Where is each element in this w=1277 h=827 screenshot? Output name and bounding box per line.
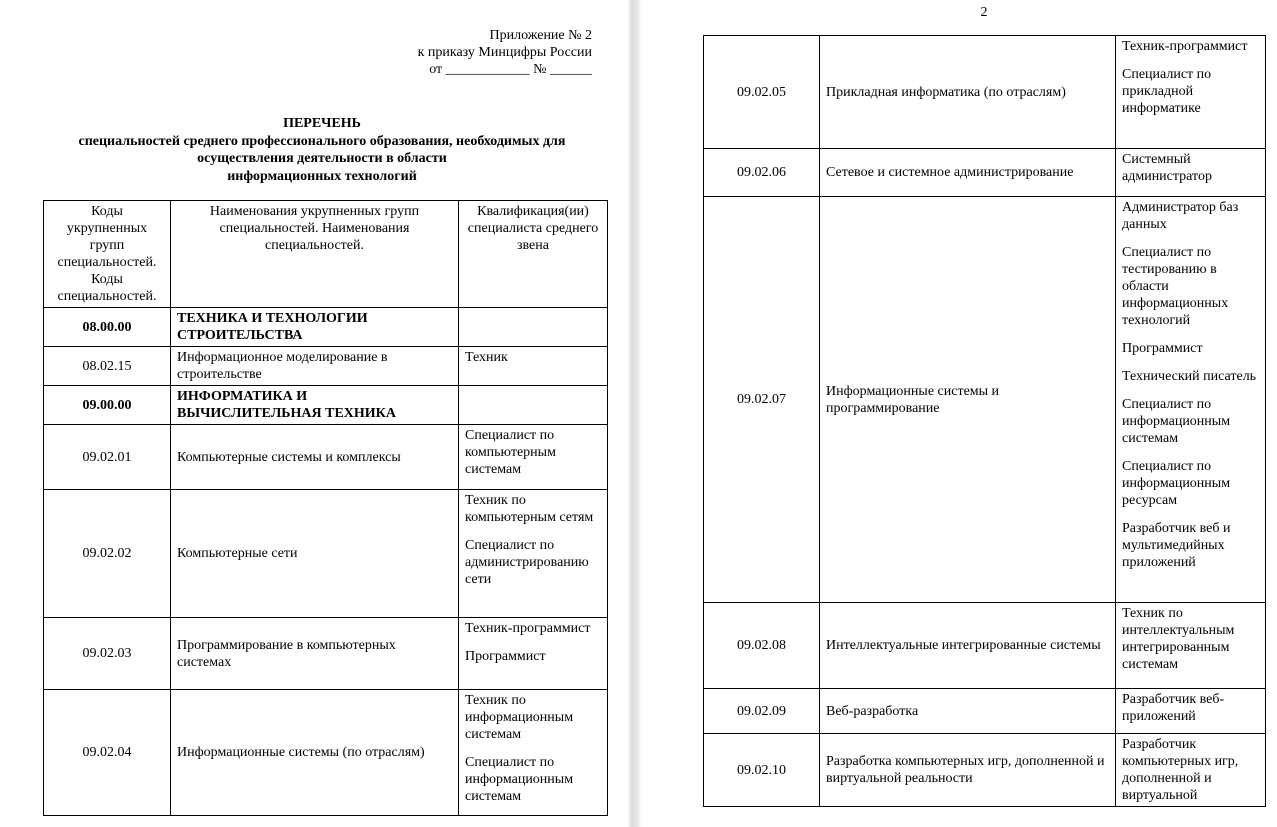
- table-body: [44, 308, 608, 816]
- qualification: Специалист по информационным системам: [465, 755, 574, 804]
- appendix-note: [0, 27, 592, 78]
- text-line: осуществления деятельности в области: [197, 151, 447, 166]
- qualifications-cell: [459, 347, 608, 386]
- qualifications-cell: [459, 425, 608, 490]
- specialty-name-cell: Информационное моделирование в строительстве: [171, 347, 459, 386]
- qualification: Специалист по тестированию в области информационных технологий: [1122, 245, 1229, 328]
- specialty-code-cell: 09.02.10: [704, 734, 820, 807]
- specialty-code-cell: 09.02.09: [704, 689, 820, 734]
- header-row: [44, 201, 608, 308]
- table-row: [44, 690, 608, 816]
- qualification: Техник-программист: [1122, 39, 1248, 54]
- specialty-name-cell: Компьютерные сети: [171, 490, 459, 618]
- specialty-code-cell: 09.02.03: [44, 618, 171, 690]
- specialty-code-cell: 09.00.00: [44, 386, 171, 425]
- text-line: специальностей среднего профессионального образования, необходимых для: [78, 133, 566, 149]
- specialty-code-cell: 09.02.04: [44, 690, 171, 816]
- specialty-code-cell: 09.02.01: [44, 425, 171, 490]
- qualification: Разработчик компьютерных игр, дополненной и виртуальной: [1122, 737, 1239, 803]
- qualification: Системный администратор: [1122, 152, 1212, 184]
- column-header: Коды укрупненных групп специальностей. Коды специальностей.: [44, 201, 171, 308]
- specialty-name-cell: Информационные системы и программирование: [820, 197, 1116, 603]
- qualification: Техник по информационным системам: [465, 693, 574, 742]
- specialty-name-cell: Сетевое и системное администрирование: [820, 149, 1116, 197]
- specialty-name-cell: ИНФОРМАТИКА И ВЫЧИСЛИТЕЛЬНАЯ ТЕХНИКА: [171, 386, 459, 425]
- table-body: [704, 36, 1266, 807]
- table-row: [44, 386, 608, 425]
- specialty-code-cell: 09.02.02: [44, 490, 171, 618]
- specialty-name-cell: Программирование в компьютерных системах: [171, 618, 459, 690]
- qualification: Специалист по администрированию сети: [465, 538, 589, 587]
- qualification: Разработчик веб и мультимедийных приложений: [1122, 521, 1231, 570]
- text-line: ПЕРЕЧЕНЬ: [283, 116, 361, 131]
- page-number: 2: [980, 5, 988, 20]
- text-line: Приложение № 2: [489, 28, 592, 43]
- qualification: Техник: [465, 350, 508, 365]
- text-line: к приказу Минцифры России: [417, 45, 592, 60]
- specialty-name-cell: Прикладная информатика (по отраслям): [820, 36, 1116, 149]
- qualifications-cell: [1116, 197, 1266, 603]
- table-row: [44, 490, 608, 618]
- specialty-name-cell: Компьютерные системы и комплексы: [171, 425, 459, 490]
- table-row: [44, 425, 608, 490]
- qualification: Специалист по информационным системам: [1122, 397, 1231, 446]
- specialty-code-cell: 08.02.15: [44, 347, 171, 386]
- table-header: [44, 201, 608, 308]
- qualification: Специалист по прикладной информатике: [1122, 67, 1212, 116]
- qualifications-cell: [1116, 36, 1266, 149]
- table-row: [704, 734, 1266, 807]
- table-row: [704, 689, 1266, 734]
- qualifications-cell: [459, 490, 608, 618]
- qualification: Технический писатель: [1122, 369, 1257, 384]
- qualification: Техник-программист: [465, 621, 591, 636]
- qualifications-cell: [1116, 734, 1266, 807]
- qualifications-cell: [1116, 149, 1266, 197]
- qualifications-cell: [459, 618, 608, 690]
- qualification: Техник по компьютерным сетям: [465, 493, 594, 525]
- specialty-code-cell: 08.00.00: [44, 308, 171, 347]
- qualification: Техник по интеллектуальным интегрированным системам: [1122, 606, 1235, 672]
- specialty-code-cell: 09.02.05: [704, 36, 820, 149]
- specialties-table-page-1: [43, 200, 608, 816]
- qualifications-cell: [459, 690, 608, 816]
- page-separator: [628, 0, 641, 827]
- qualification: Специалист по информационным ресурсам: [1122, 459, 1231, 508]
- qualifications-cell: [1116, 603, 1266, 689]
- page-1: [0, 0, 628, 827]
- qualifications-cell: [459, 308, 608, 347]
- column-header: Квалификация(ии) специалиста среднего звена: [459, 201, 608, 308]
- table-row: [704, 197, 1266, 603]
- qualification: Разработчик веб-приложений: [1122, 692, 1225, 724]
- specialties-table-page-2: [703, 35, 1266, 807]
- page-2: [641, 0, 1277, 827]
- table-row: [44, 308, 608, 347]
- specialty-name-cell: ТЕХНИКА И ТЕХНОЛОГИИ СТРОИТЕЛЬСТВА: [171, 308, 459, 347]
- table-row: [704, 36, 1266, 149]
- table-row: [44, 618, 608, 690]
- document-title: [40, 115, 604, 185]
- qualification: Программист: [465, 649, 546, 664]
- table-row: [704, 149, 1266, 197]
- specialty-code-cell: 09.02.08: [704, 603, 820, 689]
- specialty-name-cell: Информационные системы (по отраслям): [171, 690, 459, 816]
- text-line: информационных технологий: [227, 168, 417, 184]
- qualification: Администратор баз данных: [1122, 200, 1239, 232]
- table-row: [704, 603, 1266, 689]
- qualification: Программист: [1122, 341, 1203, 356]
- specialty-name-cell: Интеллектуальные интегрированные системы: [820, 603, 1116, 689]
- specialty-code-cell: 09.02.06: [704, 149, 820, 197]
- table-row: [44, 347, 608, 386]
- column-header: Наименования укрупненных групп специальностей. Наименования специальностей.: [171, 201, 459, 308]
- qualifications-cell: [459, 386, 608, 425]
- qualification: Специалист по компьютерным системам: [465, 428, 556, 477]
- qualifications-cell: [1116, 689, 1266, 734]
- specialty-code-cell: 09.02.07: [704, 197, 820, 603]
- text-line: от ____________ № ______: [429, 62, 592, 77]
- specialty-name-cell: Веб-разработка: [820, 689, 1116, 734]
- specialty-name-cell: Разработка компьютерных игр, дополненной и виртуальной реальности: [820, 734, 1116, 807]
